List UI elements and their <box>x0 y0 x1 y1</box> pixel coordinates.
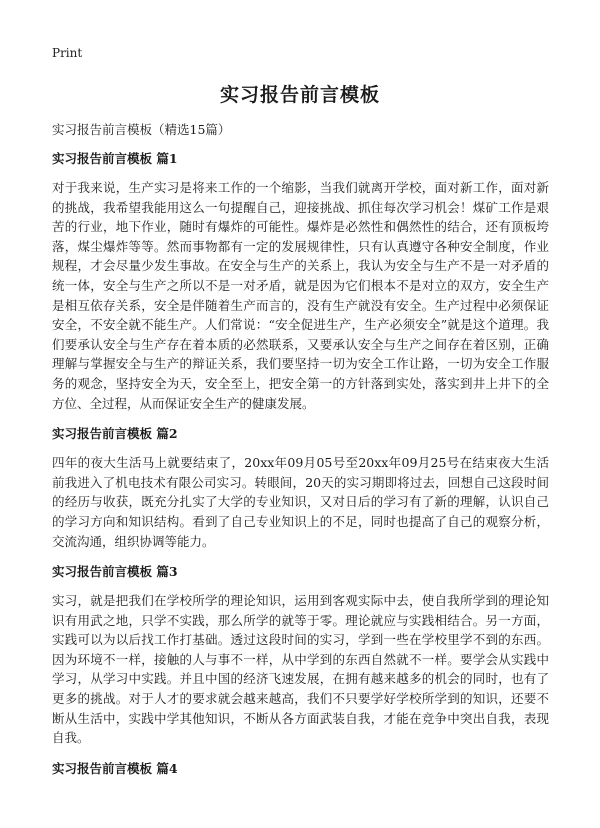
document-subtitle: 实习报告前言模板（精选15篇） <box>52 122 231 137</box>
section-heading-3: 实习报告前言模板 篇3 <box>52 564 178 580</box>
section-paragraph-3: 实习，就是把我们在学校所学的理论知识，运用到客观实际中去，使自我所学到的理论知识有用武之地，只学不实践，那么所学的就等于零。理论就应与实践相结合。另一方面，实践可以为以后找工作打基础。透过这段时间的实习，学到一些在学校里学不到的东西。因为环境不一样，接触的人与事不一样，从中学到的东西自然就不一样。要学会从实践中学习，从学习中实践。并且中国的经济飞速发展，在拥有越来越多的机会的同时，也有了更多的挑战。对于人才的要求就会越来越高，我们不只要学好学校所学到的知识，还要不断从生活中，实践中学其他知识，不断从各方面武装自我，才能在竞争中突出自我，表现自我。 <box>52 593 549 746</box>
section-heading-2: 实习报告前言模板 篇2 <box>52 426 178 442</box>
print-link[interactable]: Print <box>52 46 83 60</box>
section-heading-1: 实习报告前言模板 篇1 <box>52 151 178 166</box>
page-title: 实习报告前言模板 <box>219 84 380 106</box>
document-body <box>52 150 549 788</box>
section-paragraph-2: 四年的夜大生活马上就要结束了，20xx年09月05号至20xx年09月25号在结束夜大生活前我进入了机电技术有限公司实习。转眼间，20天的实习期即将过去，回想自己这段时间的经历与收获，既充分扎实了大学的专业知识，又对日后的学习有了新的理解，认识自己的学习方向和知识结构。看到了自己专业知识上的不足，同时也提高了自己的观察分析，交流沟通，组织协调等能力。 <box>52 455 549 549</box>
section-paragraph-1: 对于我来说，生产实习是将来工作的一个缩影，当我们就离开学校，面对新工作，面对新的挑战，我希望我能用这么一句提醒自己，迎接挑战、抓住每次学习机会！煤矿工作是艰苦的行业，地下作业，随时有爆炸的可能性。爆炸是必然性和偶然性的结合，还有顶板垮落，煤尘爆炸等等。然而事物都有一定的发展规律性，只有认真遵守各种安全制度，作业规程，才会尽量少发生事故。在安全与生产的关系上，我认为安全与生产不是一对矛盾的统一体，安全与生产之所以不是一对矛盾，就是因为它们根本不是对立的双方，安全生产是相互依存关系，安全是伴随着生产而言的，没有生产就没有安全。生产过程中必须保证安全，不安全就不能生产。人们常说：“安全促进生产，生产必须安全”就是这个道理。我们要承认安全与生产存在着本质的必然联系，又要承认安全与生产之间存在着区别，正确理解与掌握安全与生产的辩证关系，我们要坚持一切为安全工作让路，一切为安全工作服务的观念，坚持安全为天，安全至上，把安全第一的方针落到实处，落实到井上井下的全方位、全过程，从而保证安全生产的健康发展。 <box>52 180 549 411</box>
section-heading-4: 实习报告前言模板 篇4 <box>52 760 178 776</box>
